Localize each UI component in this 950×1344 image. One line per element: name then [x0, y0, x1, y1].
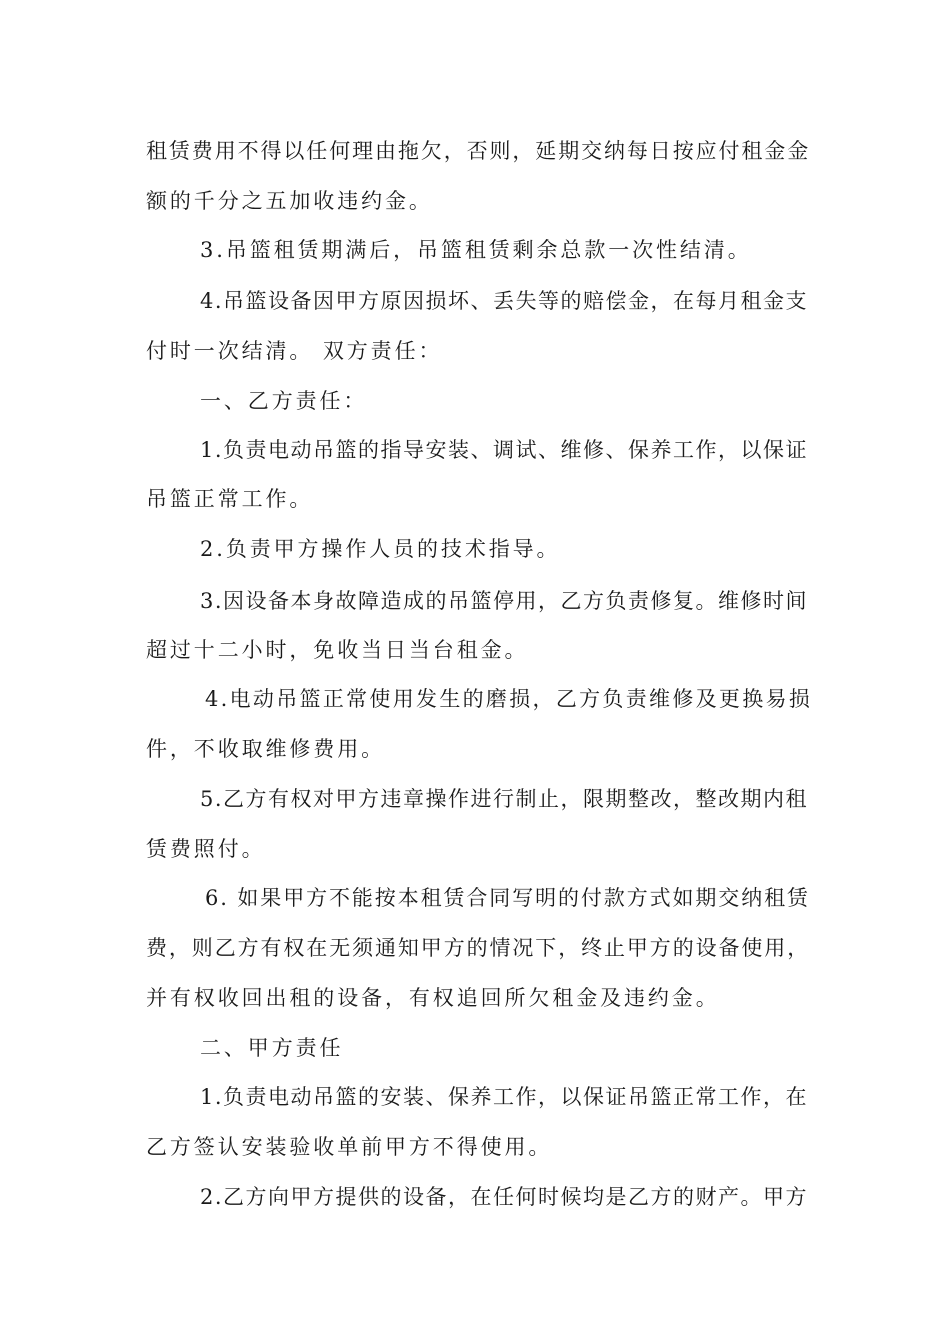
text-line: 2.负责甲方操作人员的技术指导。: [200, 537, 561, 561]
text-line: 额的千分之五加收违约金。: [146, 189, 433, 213]
text-line: 1.负责电动吊篮的指导安装、调试、维修、保养工作，以保证: [200, 438, 809, 462]
text-line: 赁费照付。: [146, 837, 266, 861]
text-line: 5.乙方有权对甲方违章操作进行制止，限期整改，整改期内租: [200, 787, 809, 811]
text-line: 超过十二小时，免收当日当台租金。: [146, 638, 529, 662]
section-heading: 二、甲方责任: [200, 1036, 344, 1060]
text-line: 2.乙方向甲方提供的设备，在任何时候均是乙方的财产。甲方: [200, 1185, 809, 1209]
text-line: 租赁费用不得以任何理由拖欠，否则，延期交纳每日按应付租金金: [146, 139, 811, 163]
text-line: 3.吊篮租赁期满后，吊篮租赁剩余总款一次性结清。: [200, 238, 752, 262]
section-heading: 一、乙方责任：: [200, 389, 368, 413]
text-line: 4.电动吊篮正常使用发生的磨损，乙方负责维修及更换易损: [205, 687, 813, 711]
text-line: 1.负责电动吊篮的安装、保养工作，以保证吊篮正常工作，在: [200, 1085, 809, 1109]
text-line: 乙方签认安装验收单前甲方不得使用。: [146, 1135, 553, 1159]
text-line: 4.吊篮设备因甲方原因损坏、丢失等的赔偿金，在每月租金支: [200, 289, 809, 313]
text-line: 费，则乙方有权在无须通知甲方的情况下，终止甲方的设备使用，: [146, 936, 811, 960]
text-line: 并有权收回出租的设备，有权追回所欠租金及违约金。: [146, 986, 720, 1010]
text-line: 付时一次结清。 双方责任：: [146, 339, 443, 363]
text-line: 吊篮正常工作。: [146, 487, 314, 511]
text-line: 6. 如果甲方不能按本租赁合同写明的付款方式如期交纳租赁: [205, 886, 810, 910]
text-line: 件，不收取维修费用。: [146, 737, 385, 761]
text-line: 3.因设备本身故障造成的吊篮停用，乙方负责修复。维修时间: [200, 589, 809, 613]
